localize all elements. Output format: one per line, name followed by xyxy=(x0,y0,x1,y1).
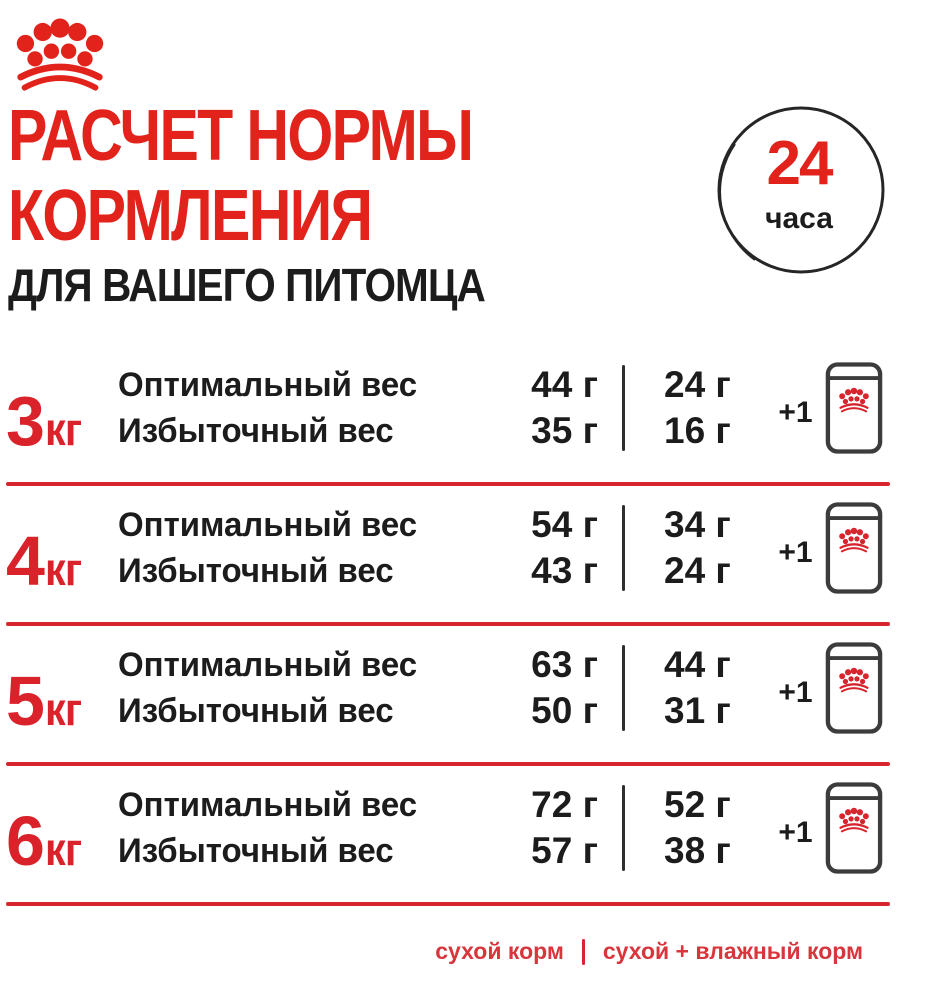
optimal-mixed-value: 34 г xyxy=(664,504,731,545)
optimal-weight-label: Оптимальный вес xyxy=(118,646,418,684)
excess-dry-value: 50 г xyxy=(531,690,598,731)
condition-labels xyxy=(118,502,448,594)
condition-labels xyxy=(118,362,448,454)
column-divider xyxy=(598,785,648,871)
table-row-6kg xyxy=(6,772,890,912)
weight-cell xyxy=(6,802,118,880)
excess-dry-value: 35 г xyxy=(531,410,598,451)
feeding-table xyxy=(6,352,890,912)
optimal-mixed-value: 52 г xyxy=(664,784,731,825)
optimal-mixed-value: 44 г xyxy=(664,644,731,685)
badge-hours-value: 24 xyxy=(766,129,832,198)
weight-unit: кг xyxy=(44,403,82,455)
dry-food-values xyxy=(448,642,598,734)
weight-unit: кг xyxy=(44,543,82,595)
optimal-mixed-value: 24 г xyxy=(664,364,731,405)
excess-weight-label: Избыточный вес xyxy=(118,692,394,730)
column-divider xyxy=(598,645,648,731)
pouch-cell xyxy=(823,361,885,455)
condition-labels xyxy=(118,642,448,734)
badge-hours-unit: часа xyxy=(765,202,833,235)
table-row-3kg xyxy=(6,352,890,492)
pouch-cell xyxy=(823,641,885,735)
excess-mixed-value: 24 г xyxy=(664,550,731,591)
dry-food-values xyxy=(448,502,598,594)
wet-food-pouch-icon xyxy=(825,361,883,455)
excess-mixed-value: 31 г xyxy=(664,690,731,731)
weight-value: 3 xyxy=(6,382,43,460)
legend-divider xyxy=(582,939,585,965)
mixed-food-values xyxy=(648,782,768,874)
weight-unit: кг xyxy=(44,683,82,735)
weight-cell xyxy=(6,522,118,600)
excess-weight-label: Избыточный вес xyxy=(118,832,394,870)
wet-food-pouch-icon xyxy=(825,501,883,595)
plus-one-pouch-label: +1 xyxy=(778,816,813,849)
optimal-dry-value: 63 г xyxy=(531,644,598,685)
column-divider xyxy=(598,505,648,591)
legend-mixed-label: сухой + влажный корм xyxy=(602,938,863,964)
pouch-cell xyxy=(823,781,885,875)
dry-food-values xyxy=(448,782,598,874)
mixed-food-values xyxy=(648,642,768,734)
excess-dry-value: 57 г xyxy=(531,830,598,871)
weight-value: 5 xyxy=(6,662,43,740)
weight-value: 6 xyxy=(6,802,43,880)
excess-dry-value: 43 г xyxy=(531,550,598,591)
column-divider xyxy=(598,365,648,451)
weight-value: 4 xyxy=(6,522,43,600)
plus-one-pouch-label: +1 xyxy=(778,396,813,429)
table-row-5kg xyxy=(6,632,890,772)
weight-cell xyxy=(6,662,118,740)
legend xyxy=(435,938,863,965)
plus-one-pouch-label: +1 xyxy=(778,536,813,569)
page-title-line1: РАСЧЕТ НОРМЫ xyxy=(8,96,473,176)
optimal-dry-value: 44 г xyxy=(531,364,598,405)
excess-mixed-value: 16 г xyxy=(664,410,731,451)
optimal-weight-label: Оптимальный вес xyxy=(118,786,418,824)
legend-dry-label: сухой корм xyxy=(435,938,564,964)
page-title-line2: КОРМЛЕНИЯ xyxy=(8,176,372,256)
mixed-food-values xyxy=(648,502,768,594)
excess-weight-label: Избыточный вес xyxy=(118,552,394,590)
pouch-cell xyxy=(823,501,885,595)
weight-unit: кг xyxy=(44,823,82,875)
excess-weight-label: Избыточный вес xyxy=(118,412,394,450)
optimal-weight-label: Оптимальный вес xyxy=(118,366,418,404)
optimal-dry-value: 72 г xyxy=(531,784,598,825)
wet-food-pouch-icon xyxy=(825,641,883,735)
excess-mixed-value: 38 г xyxy=(664,830,731,871)
plus-one-pouch-label: +1 xyxy=(778,676,813,709)
table-row-4kg xyxy=(6,492,890,632)
page-title xyxy=(8,96,472,256)
optimal-weight-label: Оптимальный вес xyxy=(118,506,418,544)
dry-food-values xyxy=(448,362,598,454)
page-subtitle: ДЛЯ ВАШЕГО ПИТОМЦА xyxy=(8,259,485,311)
royal-canin-crown-icon xyxy=(12,18,108,94)
optimal-dry-value: 54 г xyxy=(531,504,598,545)
24-hours-badge xyxy=(705,98,893,286)
mixed-food-values xyxy=(648,362,768,454)
wet-food-pouch-icon xyxy=(825,781,883,875)
condition-labels xyxy=(118,782,448,874)
weight-cell xyxy=(6,382,118,460)
